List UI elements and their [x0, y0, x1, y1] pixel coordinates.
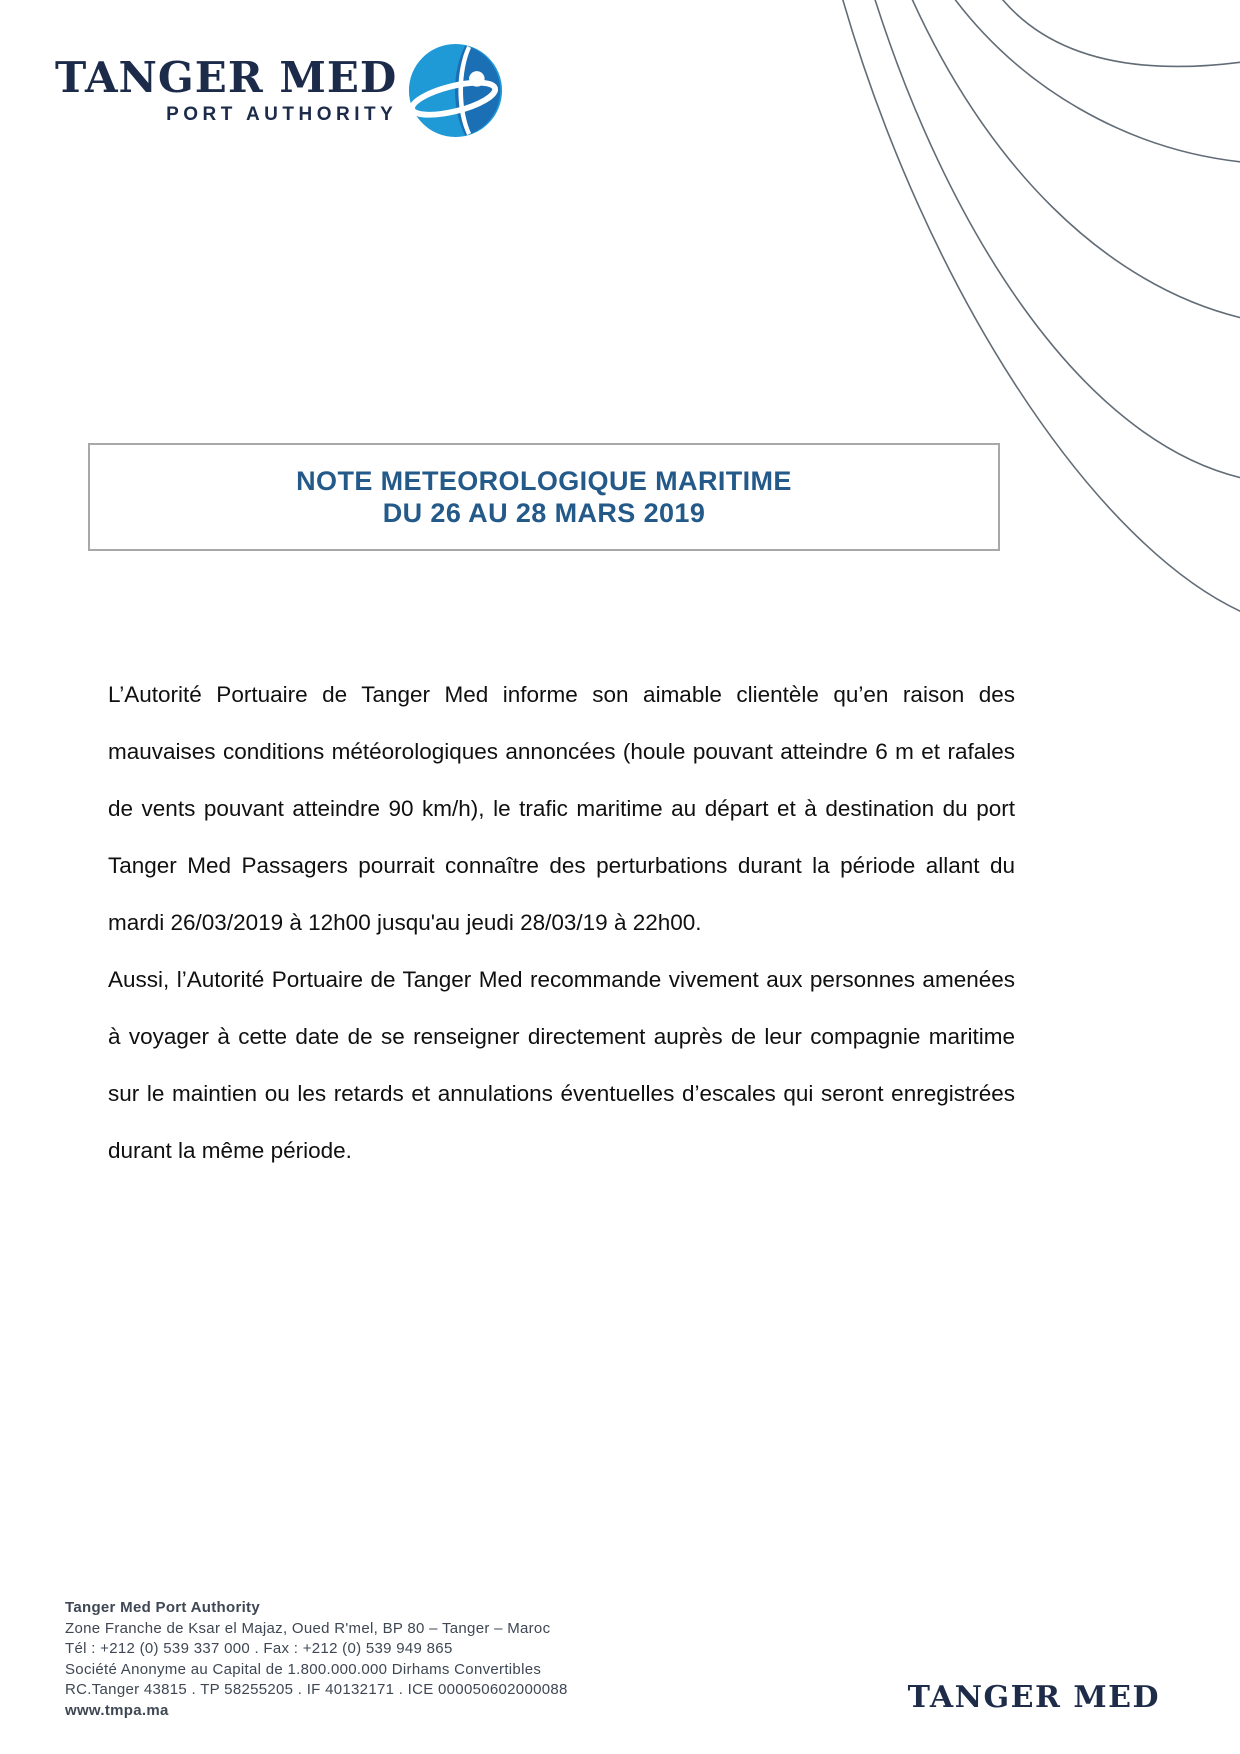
footer-website: www.tmpa.ma [65, 1701, 169, 1719]
document-title-line-2: DU 26 AU 28 MARS 2019 [382, 498, 706, 528]
body-text [108, 666, 1015, 1179]
footer-company: Tanger Med Port Authority [65, 1599, 260, 1616]
decorative-curves [810, 0, 1240, 660]
logo-subtitle: PORT AUTHORITY [166, 103, 398, 125]
logo [55, 42, 504, 139]
footer-registration: RC.Tanger 43815 . TP 58255205 . IF 40132171 . ICE 000050602000088 [65, 1681, 568, 1698]
globe-orbit-icon [407, 42, 504, 139]
document-title-line-1: NOTE METEOROLOGIQUE MARITIME [296, 466, 792, 496]
paragraph-1: L’Autorité Portuaire de Tanger Med informe son aimable clientèle qu’en raison des mauvaises conditions météorologiques annoncées (houle pouvant atteindre 6 m et rafales de vents pouvant atteindre 90 km/h), le trafic maritime au départ et à destination du port Tanger Med Passagers pourrait connaître des perturbations durant la période allant du mardi 26/03/2019 à 12h00 jusqu'au jeudi 28/03/19 à 22h00. [108, 682, 1015, 935]
logo-text [55, 52, 398, 127]
logo-title: TANGER MED [55, 52, 398, 102]
footer-address: Zone Franche de Ksar el Majaz, Oued R'mel, BP 80 – Tanger – Maroc [65, 1619, 551, 1637]
title-box [88, 443, 1000, 551]
paragraph-2: Aussi, l’Autorité Portuaire de Tanger Med recommande vivement aux personnes amenées à voyager à cette date de se renseigner directement auprès de leur compagnie maritime sur le maintien ou les retards et annulations éventuelles d’escales qui seront enregistrées durant la même période. [108, 967, 1015, 1163]
footer-wordmark: TANGER MED [907, 1680, 1160, 1715]
footer-phone-fax: Tél : +212 (0) 539 337 000 . Fax : +212 (0) 539 949 865 [65, 1640, 453, 1657]
footer-info [65, 1598, 705, 1721]
footer-capital: Société Anonyme au Capital de 1.800.000.000 Dirhams Convertibles [65, 1660, 542, 1678]
